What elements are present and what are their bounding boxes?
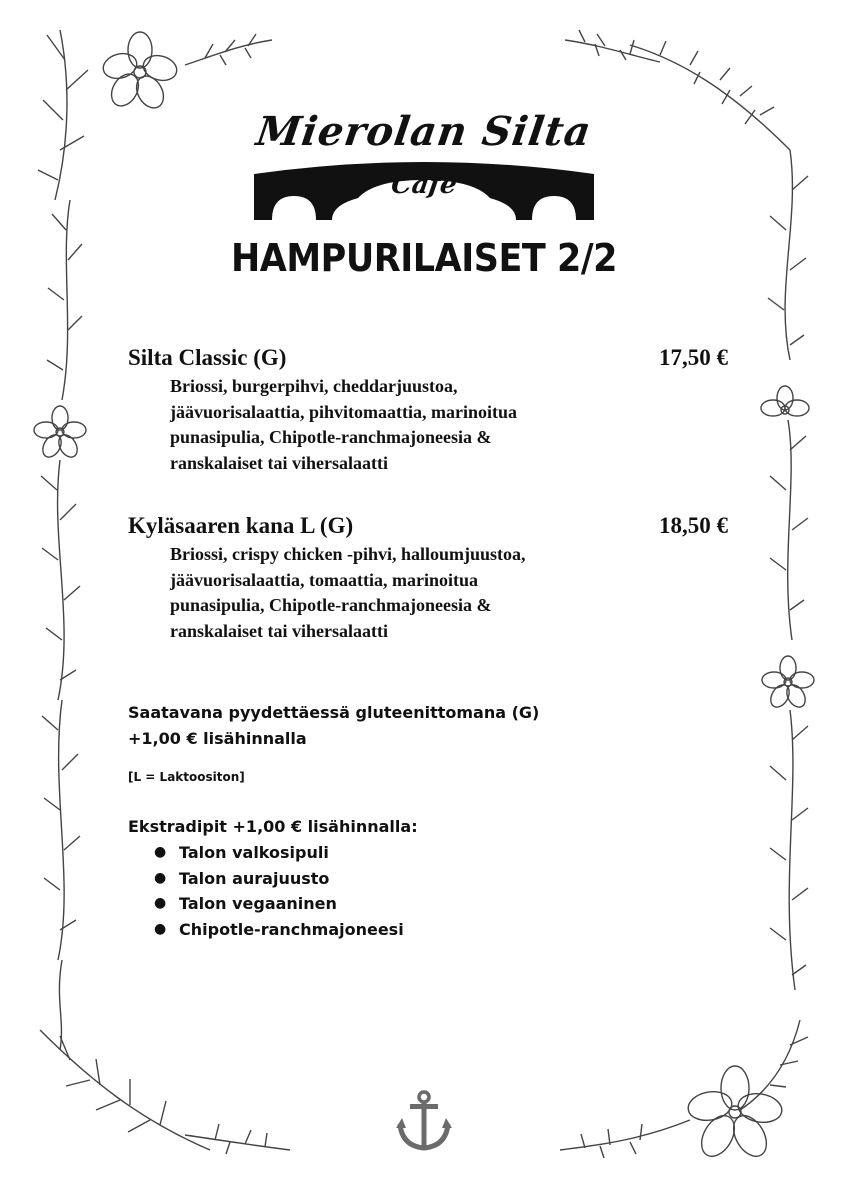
- menu-item: [128, 345, 728, 476]
- bullet-icon: ●: [154, 869, 167, 886]
- flower-icon: [686, 1066, 784, 1162]
- bullet-icon: ●: [154, 920, 167, 937]
- description-line: ranskalaiset tai vihersalaatti: [170, 620, 388, 641]
- description-line: ranskalaiset tai vihersalaatti: [170, 452, 388, 473]
- lactose-note: [L = Laktoositon]: [128, 770, 245, 784]
- anchor-icon: [396, 1090, 452, 1154]
- extra-label: Talon vegaaninen: [179, 894, 337, 913]
- menu-item: [128, 513, 728, 644]
- bullet-icon: ●: [154, 844, 167, 860]
- gluten-note-line: Saatavana pyydettäessä gluteenittomana (G): [128, 703, 540, 722]
- page-title: HAMPURILAISET 2/2: [230, 236, 618, 280]
- gluten-note: [128, 700, 539, 752]
- extra-label: Talon valkosipuli: [179, 843, 329, 862]
- description-line: Briossi, crispy chicken -pihvi, halloumjuustoa,: [170, 544, 526, 564]
- cafe-logo: [254, 108, 594, 223]
- flower-icon: [34, 406, 86, 460]
- gluten-note-line: +1,00 € lisähinnalla: [128, 729, 307, 748]
- list-item: [152, 917, 404, 943]
- flower-icon: [762, 656, 814, 710]
- item-price: 17,50 €: [659, 345, 728, 370]
- logo-cafe: Café: [389, 170, 459, 200]
- extras-title: Ekstradipit +1,00 € lisähinnalla:: [128, 817, 418, 836]
- list-item: [152, 891, 404, 917]
- extra-label: Talon aurajuusto: [179, 868, 330, 888]
- logo-name: Mierolan Silta: [253, 108, 595, 155]
- flower-icon: [100, 32, 179, 113]
- description-line: Briossi, burgerpihvi, cheddarjuustoa,: [170, 376, 458, 396]
- description-line: jäävuorisalaattia, pihvitomaattia, marinoitua: [170, 401, 517, 422]
- item-description: [170, 542, 590, 644]
- description-line: jäävuorisalaattia, tomaattia, marinoitua: [170, 569, 478, 590]
- bullet-icon: ●: [154, 895, 167, 911]
- description-line: punasipulia, Chipotle-ranchmajoneesia &: [170, 427, 492, 447]
- item-price: 18,50 €: [659, 513, 728, 538]
- list-item: [152, 840, 404, 866]
- list-item: [152, 866, 404, 892]
- item-name: Silta Classic (G): [128, 345, 287, 370]
- extra-label: Chipotle-ranchmajoneesi: [179, 919, 404, 939]
- item-description: [170, 374, 590, 476]
- flower-icon: [761, 386, 809, 416]
- item-name: Kyläsaaren kana L (G): [128, 513, 354, 538]
- bridge-icon: [254, 108, 594, 223]
- description-line: punasipulia, Chipotle-ranchmajoneesia &: [170, 595, 492, 615]
- extras-list: [152, 840, 404, 942]
